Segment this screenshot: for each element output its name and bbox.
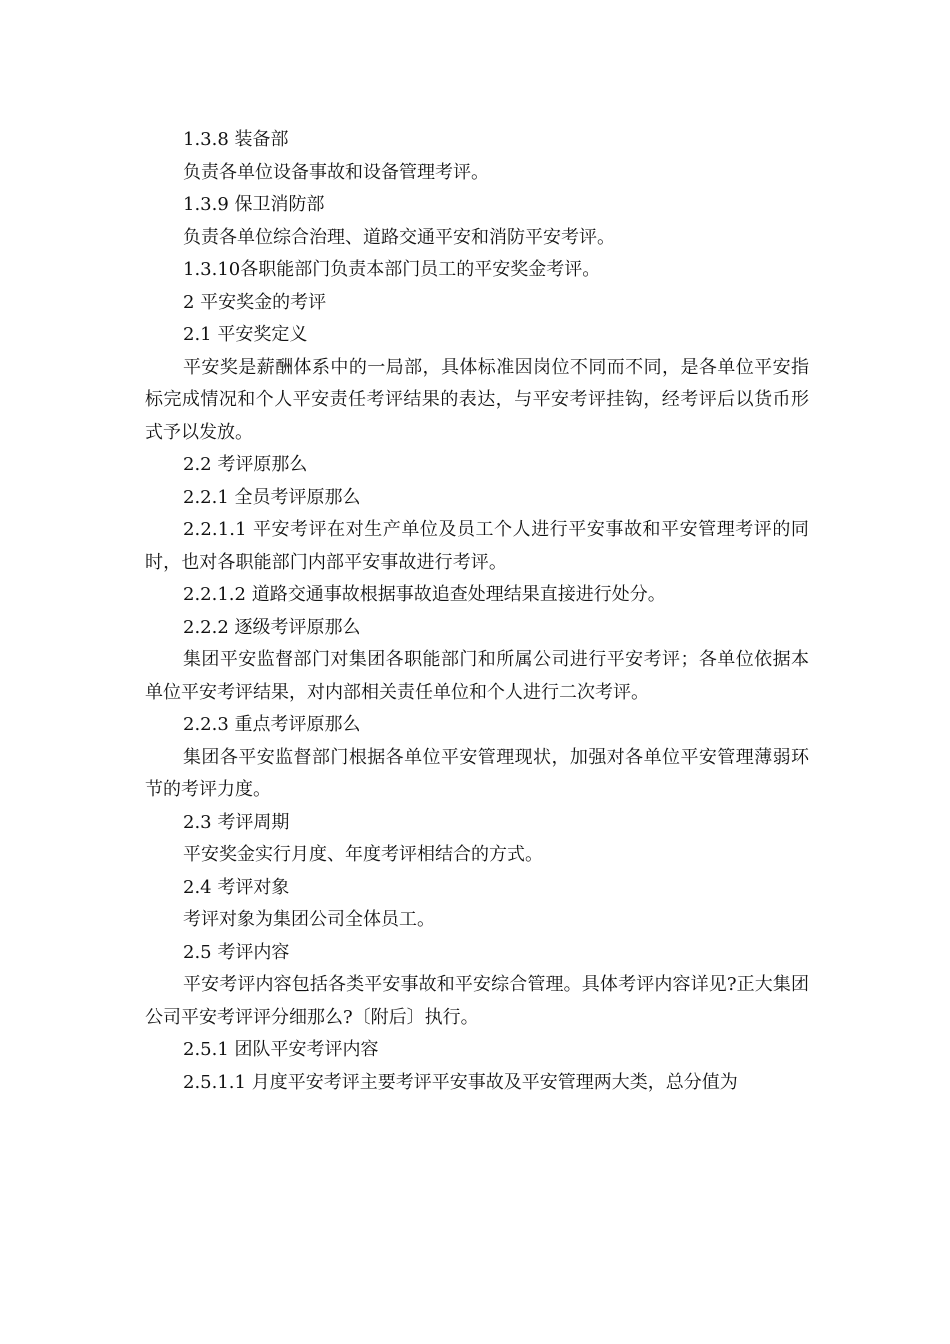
text-line: 负责各单位设备事故和设备管理考评。 (183, 161, 489, 183)
heading-1-3-8: 1.3.8 装备部 (183, 129, 289, 150)
heading-2-2-1: 2.2.1 全员考评原那么 (183, 486, 361, 508)
heading-2-5-1: 2.5.1 团队平安考评内容 (183, 1039, 379, 1060)
heading-1-3-9: 1.3.9 保卫消防部 (183, 194, 325, 215)
text-line: 负责各单位综合治理、道路交通平安和消防平安考评。 (183, 226, 615, 248)
heading-2-3: 2.3 考评周期 (183, 811, 290, 833)
heading-2-5: 2.5 考评内容 (183, 941, 290, 963)
heading-2-2-2: 2.2.2 逐级考评原那么 (183, 616, 361, 638)
paragraph-2-1: 平安奖是薪酬体系中的一局部，具体标准因岗位不同而不同，是各单位平安指标完成情况和个人平安责任考评结果的表达，与平安考评挂钩，经考评后以货币形式予以发放。 (145, 356, 809, 443)
heading-2-2: 2.2 考评原那么 (183, 454, 308, 475)
text-line: 平安奖金实行月度、年度考评相结合的方式。 (183, 844, 543, 865)
heading-1-3-10: 1.3.10各职能部门负责本部门员工的平安奖金考评。 (183, 259, 601, 280)
heading-2: 2 平安奖金的考评 (183, 291, 327, 313)
paragraph-2-5: 平安考评内容包括各类平安事故和平安综合管理。具体考评内容详见?正大集团公司平安考评评分细那么?〔附后〕执行。 (145, 974, 809, 1028)
heading-2-1: 2.1 平安奖定义 (183, 324, 308, 345)
heading-2-4: 2.4 考评对象 (183, 876, 290, 898)
heading-2-2-3: 2.2.3 重点考评原那么 (183, 714, 361, 735)
paragraph-2-2-1-1: 2.2.1.1 平安考评在对生产单位及员工个人进行平安事故和平安管理考评的同时，也对各职能部门内部平安事故进行考评。 (145, 519, 809, 573)
paragraph-2-2-3: 集团各平安监督部门根据各单位平安管理现状，加强对各单位平安管理薄弱环节的考评力度。 (145, 746, 809, 800)
text-line: 考评对象为集团公司全体员工。 (183, 909, 435, 930)
heading-2-5-1-1: 2.5.1.1 月度平安考评主要考评平安事故及平安管理两大类，总分值为 (183, 1071, 738, 1093)
document-body (145, 124, 809, 1099)
heading-2-2-1-2: 2.2.1.2 道路交通事故根据事故追查处理结果直接进行处分。 (183, 584, 666, 605)
paragraph-2-2-2: 集团平安监督部门对集团各职能部门和所属公司进行平安考评；各单位依据本单位平安考评结果，对内部相关责任单位和个人进行二次考评。 (145, 649, 809, 703)
